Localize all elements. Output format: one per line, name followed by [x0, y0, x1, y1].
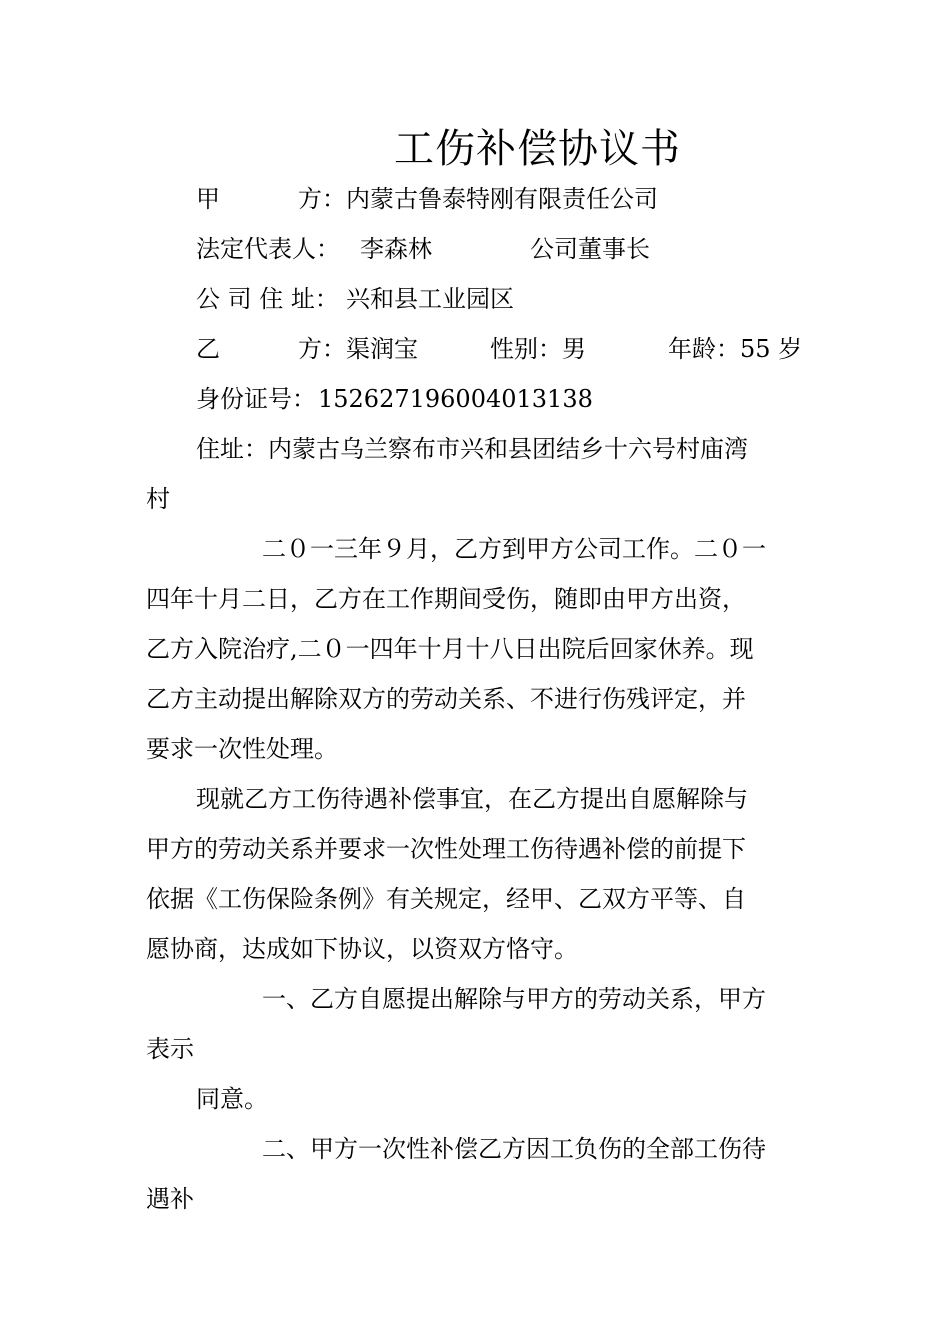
party-b-label-1: 乙	[196, 335, 220, 363]
legal-rep-label: 法定代表人：	[196, 235, 340, 263]
clause1-line-1: 一、乙方自愿提出解除与甲方的劳动关系，甲方	[262, 985, 766, 1013]
id-number-label: 身份证号：	[196, 385, 316, 413]
legal-rep-name: 李森林	[360, 235, 432, 263]
clause2-line-2: 遇补	[146, 1185, 194, 1213]
para1-line-4: 乙方主动提出解除双方的劳动关系、不进行伤残评定，并	[146, 685, 746, 713]
id-number-value: 152627196004013138	[318, 385, 593, 413]
address-line-2: 村	[146, 485, 170, 513]
para2-line-2: 甲方的劳动关系并要求一次性处理工伤待遇补偿的前提下	[146, 835, 746, 863]
para1-line-2: 四年十月二日，乙方在工作期间受伤，随即由甲方出资，	[146, 585, 746, 613]
legal-rep-position: 公司董事长	[530, 235, 650, 263]
para2-line-1: 现就乙方工伤待遇补偿事宜，在乙方提出自愿解除与	[196, 785, 748, 813]
party-b-name: 渠润宝	[346, 335, 418, 363]
party-b-age: 年龄：55 岁	[668, 335, 803, 363]
party-b-gender: 性别：男	[490, 335, 586, 363]
para1-line-1: 二０一三年９月，乙方到甲方公司工作。二０一	[262, 535, 766, 563]
party-a-label-2: 方：	[298, 185, 346, 213]
party-b-label-2: 方：	[298, 335, 346, 363]
company-address-value: 兴和县工业园区	[346, 285, 514, 313]
para2-line-4: 愿协商，达成如下协议，以资双方恪守。	[146, 935, 578, 963]
clause1-line-2: 表示	[146, 1035, 194, 1063]
party-a-value: 内蒙古鲁泰特刚有限责任公司	[346, 185, 658, 213]
company-address-label: 公 司 住 址：	[196, 285, 339, 313]
para1-line-5: 要求一次性处理。	[146, 735, 338, 763]
para2-line-3: 依据《工伤保险条例》有关规定，经甲、乙双方平等、自	[146, 885, 746, 913]
clause2-line-1: 二、甲方一次性补偿乙方因工负伤的全部工伤待	[262, 1135, 766, 1163]
clause1-continuation: 同意。	[196, 1085, 268, 1113]
document-title: 工伤补偿协议书	[394, 126, 681, 172]
para1-line-3: 乙方入院治疗,二０一四年十月十八日出院后回家休养。现	[146, 635, 754, 663]
party-a-label-1: 甲	[196, 185, 220, 213]
address-line-1: 住址：内蒙古乌兰察布市兴和县团结乡十六号村庙湾	[196, 435, 748, 463]
